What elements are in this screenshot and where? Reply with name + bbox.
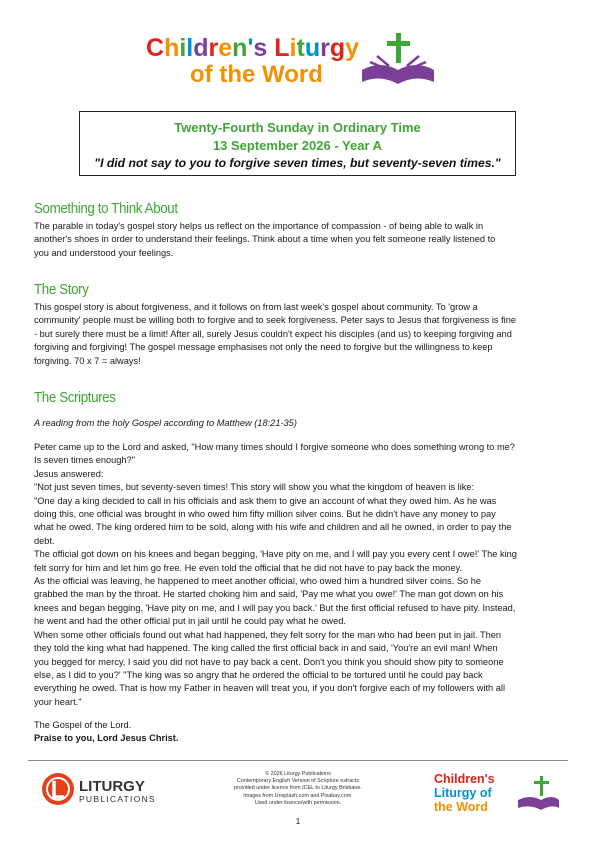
liturgy-publications-logo [41,770,171,810]
text-line: he went and had the other official put in jail until he could pay what he owed. [34,616,346,627]
story-paragraph [34,301,564,368]
text-line: debt. [34,535,55,546]
reading-intro [34,417,564,430]
text-line: The parable in today's gospel story helps us reflect on the importance of compassion - of being able to walk in [34,221,484,231]
small-logo-line1: Children's [434,772,495,786]
small-logo-line3: the Word [434,800,488,814]
small-childrens-liturgy-logo [432,770,560,814]
cross-icon [396,33,401,63]
text-line: Peter came up to the Lord and asked, "How many times should I forgive someone who does something wrong to me? [34,442,515,452]
text-line: felt sorry for him and let him go free. He even told the official that he did not have to pay back the money. [34,562,462,573]
logo-line1: Children's Liturgy [146,34,360,62]
sunday-title: Twenty-Fourth Sunday in Ordinary Time [174,120,421,135]
open-book-icon [362,65,434,84]
credit-line: provided under licence from ICEL to Liturgy Brisbane. [234,785,362,792]
text-line: The official got down on his knees and began begging, 'Have pity on me, and I will pay you every cent I owe!' The king [34,549,517,560]
credit-line: Images from Unsplash.com and Pixabay.com. [243,792,353,799]
text-line: grabbed the man by the throat. He started choking him and said, 'Pay me what you owe!' The man got down on his [34,589,504,600]
text-line: your heart." [34,696,82,707]
page-number: 1 [295,816,301,826]
credit-line: © 2026 Liturgy Publications [265,771,331,777]
footer-credits [210,771,386,807]
text-line: "One day a king decided to call in his officials and ask them to give an account of what they owed him. As he was [34,495,497,506]
credit-line: Contemporary English Version of Scripture extracts [236,778,360,785]
logo-line2: of the Word [190,61,323,88]
heading-scriptures: The Scriptures [34,390,116,406]
reading-intro-text: A reading from the holy Gospel according to Matthew (18:21-35) [34,418,297,428]
childrens-liturgy-logo [144,32,444,90]
theme-quote: "I did not say to you to forgive seven times, but seventy-seven times." [94,156,501,170]
text-line: Jesus answered: [34,468,104,479]
text-line: they told the king what had happened. The king called the first official back in and said, 'You're an evil man! When [34,643,498,654]
text-line: As the official was leaving, he happened to meet another official, who owed him a hundred silver coins. So he [34,576,482,587]
text-line: - but surely there must be a limit! After all, surely Jesus couldn't expect his disciples (and us) to keeping forgiving and [34,328,512,339]
text-line: doing this, one official was brought in who owed him fifty million silver coins. But he didn't have any money to pay [34,509,496,520]
small-book-icon [518,797,559,810]
text-line: you begged for mercy, I said you did not have to pay back a cent. Don't you think you should show pity to someone [34,656,504,667]
title-box [79,111,516,176]
text-line: knees and began begging, 'Have pity on me, and I will pay you back.' But the first official refused to have pity. Instead, [34,602,516,613]
scripture-text [34,441,564,709]
think-paragraph [34,220,564,260]
publisher-subname: PUBLICATIONS [79,794,156,804]
text-line: Is seven times enough?" [34,455,135,466]
text-line: forgiving. 70 x 7 = always! [34,355,141,366]
small-cross-icon [540,776,543,796]
text-line: another's shoes in order to understand their feelings. Think about a time when you felt someone really listened to [34,234,496,245]
text-line: forgiving and forgiving! The gospel message emphasises not only the need to forgive but the willingness to keep [34,342,493,353]
text-line: When some other officials found out what had happened, they felt sorry for the man who had been put in jail. Then [34,629,502,640]
closing-block [34,719,564,746]
date-title: 13 September 2026 - Year A [212,138,383,153]
text-line: what he owed. The king ordered him to be sold, along with his wife and children and all he owned, in order to pay the [34,522,512,533]
text-line: you and understood your feelings. [34,247,174,258]
gospel-closing: The Gospel of the Lord. [34,720,132,730]
text-line: community' people must be willing both to forgive and to seek forgiveness. Peter says to Jesus that forgiveness is fine [34,315,516,326]
text-line: everything he owed. That is how my Father in heaven will treat you, if you don't forgive each of my followers with all [34,683,506,694]
gospel-response: Praise to you, Lord Jesus Christ. [34,733,179,744]
credit-line: Used under licence/with permission. [254,799,342,806]
small-logo-line2: Liturgy of [434,786,492,800]
text-line: This gospel story is about forgiveness, and it follows on from last week's gospel about community. To 'grow a [34,302,478,312]
text-line: else, as I did to you?' "The king was so angry that he ordered the official to be tortured until he could pay back [34,669,483,680]
publisher-name: LITURGY [79,778,145,795]
heading-think: Something to Think About [34,201,178,217]
footer-divider [28,760,568,761]
heading-story: The Story [34,282,89,298]
text-line: "Not just seven times, but seventy-seven times! This story will show you what the kingdom of heaven is like: [34,482,475,493]
